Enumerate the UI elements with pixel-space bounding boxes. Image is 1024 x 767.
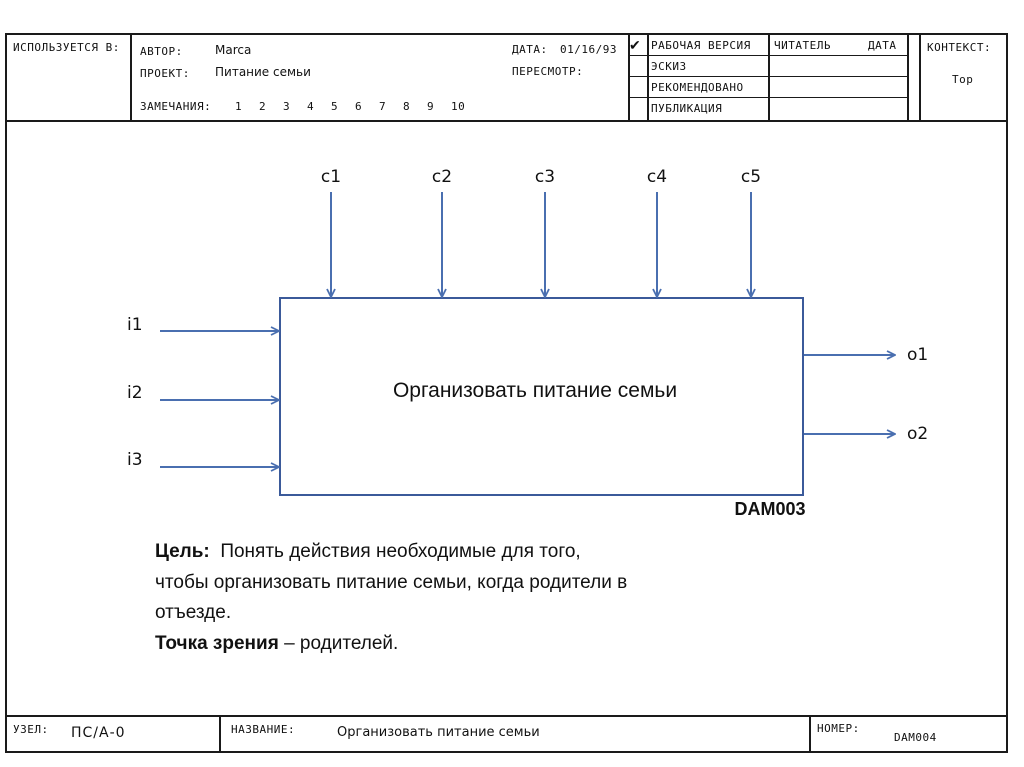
activity-id: DAM003 bbox=[734, 499, 806, 519]
revision-label: ПЕРЕСМОТР: bbox=[512, 65, 584, 78]
goal-line-1 bbox=[155, 537, 775, 568]
viewpoint-label: Точка зрения bbox=[155, 632, 279, 654]
input-label: i2 bbox=[127, 383, 143, 403]
input-arrows bbox=[127, 315, 279, 470]
checkmark-icon: ✔ bbox=[629, 37, 641, 53]
note-number: 6 bbox=[355, 100, 363, 113]
reader-label: ЧИТАТЕЛЬ bbox=[774, 39, 831, 52]
goal-line-3: отъезде. bbox=[155, 602, 232, 623]
used-at-label: ИСПОЛЬЗУЕТСЯ В: bbox=[13, 41, 120, 54]
output-arrows bbox=[804, 345, 928, 444]
input-label: i3 bbox=[127, 450, 143, 470]
control-arrows bbox=[321, 167, 761, 297]
notes-label: ЗАМЕЧАНИЯ: bbox=[140, 100, 212, 113]
note-number: 4 bbox=[307, 100, 315, 113]
note-number: 7 bbox=[379, 100, 387, 113]
note-number: 8 bbox=[403, 100, 411, 113]
number-value: DAM004 bbox=[894, 731, 937, 744]
author-label: АВТОР: bbox=[140, 45, 183, 58]
status-draft: ЭСКИЗ bbox=[651, 60, 687, 73]
number-label: НОМЕР: bbox=[817, 722, 860, 735]
goal-line-2: чтобы организовать питание семьи, когда родители в bbox=[155, 571, 628, 593]
control-label: c1 bbox=[320, 167, 342, 187]
date-value: 01/16/93 bbox=[560, 43, 617, 56]
purpose-text bbox=[155, 537, 775, 659]
input-label: i1 bbox=[127, 315, 143, 335]
author-value: Marca bbox=[215, 43, 252, 57]
viewpoint-line bbox=[155, 629, 775, 660]
control-label: c2 bbox=[431, 167, 453, 187]
note-number: 2 bbox=[259, 100, 267, 113]
viewpoint-text: – родителей. bbox=[278, 632, 399, 654]
status-recommended: РЕКОМЕНДОВАНО bbox=[651, 81, 744, 94]
context-label: КОНТЕКСТ: bbox=[927, 41, 992, 54]
title-label: НАЗВАНИЕ: bbox=[231, 723, 296, 736]
date-label: ДАТА: bbox=[512, 43, 548, 56]
note-number: 3 bbox=[283, 100, 291, 113]
project-label: ПРОЕКТ: bbox=[140, 67, 190, 80]
goal-text: Понять действия необходимые для того, bbox=[209, 541, 581, 562]
goal-label: Цель: bbox=[155, 541, 210, 562]
activity-title: Организовать питание семьи bbox=[392, 379, 678, 402]
node-value: ПС/А-0 bbox=[71, 725, 126, 741]
project-value: Питание семьи bbox=[215, 65, 311, 79]
note-number: 9 bbox=[427, 100, 435, 113]
title-value: Организовать питание семьи bbox=[337, 725, 540, 740]
status-working: РАБОЧАЯ ВЕРСИЯ bbox=[651, 39, 751, 52]
note-number: 1 bbox=[235, 100, 243, 113]
output-label: o1 bbox=[907, 345, 929, 365]
node-label: УЗЕЛ: bbox=[13, 723, 49, 736]
note-number: 10 bbox=[451, 100, 466, 113]
note-number: 5 bbox=[331, 100, 339, 113]
output-label: o2 bbox=[907, 424, 929, 444]
control-label: c3 bbox=[534, 167, 556, 187]
control-label: c4 bbox=[646, 167, 668, 187]
reader-date-label: ДАТА bbox=[868, 39, 897, 52]
status-publication: ПУБЛИКАЦИЯ bbox=[651, 102, 723, 115]
context-value: Top bbox=[952, 73, 974, 86]
control-label: c5 bbox=[740, 167, 762, 187]
